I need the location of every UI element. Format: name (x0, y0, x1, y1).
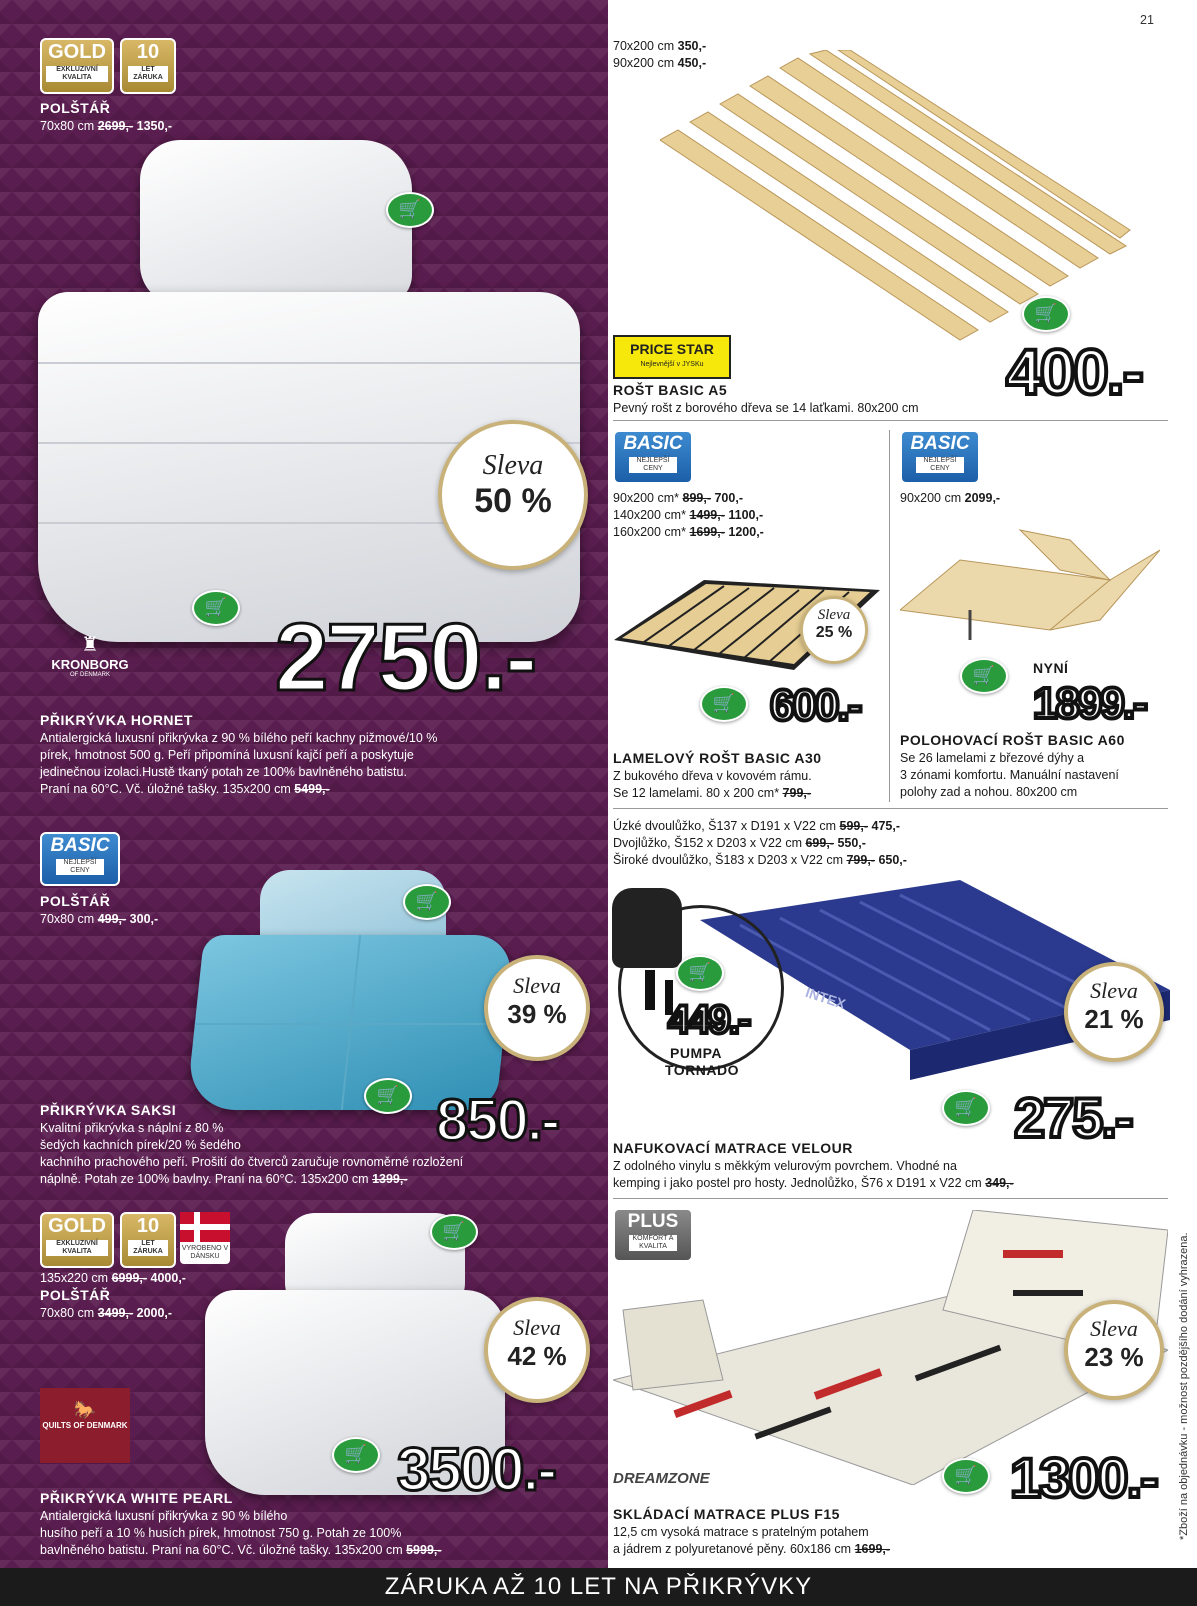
p2-desc-line4: náplně. Potah ze 100% bavlny. Praní na 60°C. 135x200 cm (40, 1172, 369, 1186)
p3-old-price: 5999,- (406, 1543, 442, 1557)
divider (613, 808, 1168, 809)
r4-l3-new: 650,- (878, 853, 907, 867)
r5-description (613, 1524, 890, 1558)
r5-desc-line2: a jádrem z polyuretanové pěny. 60x186 cm (613, 1542, 852, 1556)
r1-line2-price: 450,- (677, 56, 707, 70)
p3-size: 135x220 cm (40, 1271, 109, 1285)
r1-cart-icon[interactable]: 🛒 (1022, 296, 1070, 332)
r2-size-lines (613, 490, 764, 541)
p1-title: PŘIKRÝVKA HORNET (40, 712, 193, 728)
kronborg-brand-text: KRONBORG (51, 657, 129, 672)
gold-badge-title: GOLD (48, 41, 106, 63)
p1-desc-line4: Praní na 60°C. Vč. úložné tašky. 135x200 cm (40, 782, 291, 796)
r2-l1-size: 90x200 cm* (613, 491, 680, 505)
p3-desc-line3: bavlněného batistu. Praní na 60°C. Vč. úložné tašky. 135x200 cm (40, 1543, 403, 1557)
p3-pillow-title: POLŠTÁŘ (40, 1287, 111, 1303)
r2-basic-badge (613, 430, 693, 484)
r2-l2-new: 1100,- (728, 508, 764, 522)
p3-pillow-price-line (40, 1305, 172, 1322)
r1-slatted-base-image (660, 50, 1140, 350)
p2-discount-bubble (484, 955, 590, 1061)
r3-basic-badge (900, 430, 980, 484)
ten-year-badge (120, 38, 176, 94)
p2-basic-sub: NEJLEPŠÍ CENY (56, 859, 104, 875)
p1-sleva-value: 50 % (474, 482, 552, 520)
r3-price: 1899.- (1033, 679, 1146, 728)
p3-size-old: 6999,- (111, 1271, 148, 1285)
r4-l2-old: 699,- (805, 836, 834, 850)
p1-description (40, 730, 580, 798)
r5-plus-title: PLUS (627, 1211, 679, 1232)
r4-pump-label2: TORNADO (665, 1062, 740, 1078)
r4-l1-new: 475,- (871, 819, 900, 833)
r4-mattress-brand: INTEX (803, 984, 848, 1012)
p2-pillow-size: 70x80 cm (40, 912, 95, 926)
r4-price: 275.- (1014, 1086, 1132, 1149)
quilts-of-denmark-logo: 🐎 QUILTS OF DENMARK (40, 1388, 130, 1463)
p3-sleva-value: 42 % (507, 1341, 567, 1371)
p2-desc-line1: Kvalitní přikrývka s náplní z 80 % (40, 1121, 224, 1135)
p2-description (40, 1120, 580, 1188)
r4-l2-size: Dvojlůžko, Š152 x D203 x V22 cm (613, 836, 802, 850)
p2-title: PŘIKRÝVKA SAKSI (40, 1102, 177, 1118)
denmark-flag-icon (180, 1212, 230, 1242)
r2-l3-new: 1200,- (728, 525, 764, 539)
r3-description (900, 750, 1119, 801)
p3-description (40, 1508, 580, 1559)
r1-line1-size: 70x200 cm (613, 39, 675, 53)
r2-l2-size: 140x200 cm* (613, 508, 686, 522)
side-footnote: *Zboží na objednávku - možnost pozdějšího dodání vyhrazena. (1178, 1232, 1190, 1540)
r4-desc-line2: kemping i jako postel pro hosty. Jednolůžko, Š76 x D191 x V22 cm (613, 1176, 982, 1190)
p1-old-price: 5499,- (294, 782, 330, 796)
r5-price: 1300.- (1010, 1446, 1157, 1509)
p1-pillow-price-line (40, 118, 172, 135)
p3-gold-badge (40, 1212, 114, 1268)
p2-sleva-label: Sleva (513, 973, 561, 998)
r4-sleva-label: Sleva (1090, 978, 1138, 1003)
p1-pillow-old-price: 2699,- (97, 119, 134, 133)
r5-sleva-label: Sleva (1090, 1316, 1138, 1341)
r4-pump-cart-icon[interactable]: 🛒 (676, 955, 724, 991)
r4-l3-old: 799,- (846, 853, 875, 867)
r1-description: Pevný rošt z borového dřeva se 14 laťkami. 80x200 cm (613, 401, 919, 415)
p2-sleva-value: 39 % (507, 999, 567, 1029)
r3-size: 90x200 cm (900, 491, 962, 505)
footer-banner: ZÁRUKA AŽ 10 LET NA PŘIKRÝVKY (0, 1568, 1197, 1606)
p2-pillow-old-price: 499,- (97, 912, 127, 926)
r1-price: 400.- (1006, 336, 1142, 408)
p1-discount-bubble (438, 420, 588, 570)
ten-badge-sub: LET ZÁRUKA (128, 66, 168, 82)
r3-size-line (900, 490, 1000, 507)
r5-title: SKLÁDACÍ MATRACE PLUS F15 (613, 1506, 840, 1522)
r4-pump-label1: PUMPA (670, 1045, 723, 1061)
kronborg-logo: ♜ KRONBORG OF DENMARK (40, 632, 140, 678)
r4-l2-new: 550,- (837, 836, 866, 850)
r2-l3-size: 160x200 cm* (613, 525, 686, 539)
p3-pillow-old-price: 3499,- (97, 1306, 134, 1320)
r2-sleva-value: 25 % (815, 624, 853, 641)
r4-l3-size: Široké dvoulůžko, Š183 x D203 x V22 cm (613, 853, 843, 867)
p2-old-price: 1399,- (372, 1172, 408, 1186)
r5-old-price: 1699,- (854, 1542, 891, 1556)
p1-pillow-image (140, 140, 412, 305)
p3-title: PŘIKRÝVKA WHITE PEARL (40, 1490, 233, 1506)
r2-l1-old: 899,- (682, 491, 711, 505)
pricestar-title: PRICE STAR (630, 341, 714, 357)
r2-sleva-label: Sleva (817, 607, 851, 623)
r4-title: NAFUKOVACÍ MATRACE VELOUR (613, 1140, 853, 1156)
divider (613, 1198, 1168, 1199)
r4-desc-line1: Z odolného vinylu s měkkým velurovým povrchem. Vhodné na (613, 1159, 957, 1173)
p2-pillow-price-line (40, 911, 158, 928)
page-number: 21 (1140, 13, 1154, 27)
p3-duvet-cart-icon[interactable]: 🛒 (332, 1437, 380, 1473)
r3-desc-line3: polohy zad a nohou. 80x200 cm (900, 785, 1078, 799)
r2-l3-old: 1699,- (689, 525, 725, 539)
kronborg-brand-sub: OF DENMARK (69, 672, 110, 678)
p2-duvet-cart-icon[interactable]: 🛒 (364, 1078, 412, 1114)
p3-desc-line2: husího peří a 10 % husích pírek, hmotnost 750 g. Potah ze 100% (40, 1526, 402, 1540)
r2-price: 600.- (770, 681, 861, 730)
r3-adjustable-base-image (900, 510, 1160, 650)
p3-ten-title: 10 (136, 1215, 160, 1237)
r2-description (613, 768, 812, 802)
r4-pump-price: 449.- (668, 998, 750, 1042)
r4-cart-icon[interactable]: 🛒 (942, 1090, 990, 1126)
p2-price: 850.- (436, 1088, 559, 1153)
p3-desc-line1: Antialergická luxusní přikrývka z 90 % bílého (40, 1509, 288, 1523)
r1-title: ROŠT BASIC A5 (613, 382, 728, 398)
p3-size-new: 4000,- (150, 1271, 186, 1285)
p2-duvet-image (186, 935, 514, 1110)
denmark-badge-sub: VYROBENO V DÁNSKU (181, 1245, 229, 1260)
p2-pillow-cart-icon[interactable]: 🛒 (403, 884, 451, 920)
r4-description (613, 1158, 1014, 1192)
pricestar-badge (613, 335, 731, 379)
gold-badge (40, 38, 114, 94)
p3-pillow-new-price: 2000,- (136, 1306, 173, 1320)
r5-sleva-value: 23 % (1084, 1342, 1144, 1372)
r2-desc-line1: Z bukového dřeva v kovovém rámu. (613, 769, 812, 783)
p3-ten-badge (120, 1212, 176, 1268)
p1-pillow-new-price: 1350,- (136, 119, 173, 133)
p2-desc-line2: šedých kachních pírek/20 % šedého (40, 1138, 241, 1152)
p3-gold-title: GOLD (48, 1215, 106, 1237)
p3-gold-sub: EXKLUZIVNÍ KVALITA (46, 1240, 108, 1256)
r4-size-lines (613, 818, 907, 869)
r1-line1-price: 350,- (677, 39, 707, 53)
r3-nyni-label: NYNÍ (1033, 660, 1069, 676)
p2-basic-title: BASIC (50, 835, 110, 856)
r4-l1-size: Úzké dvoulůžko, Š137 x D191 x V22 cm (613, 819, 837, 833)
p1-sleva-label: Sleva (482, 450, 544, 481)
r3-size-price: 2099,- (964, 491, 1001, 505)
p3-price: 3500.- (397, 1436, 556, 1503)
r3-basic-title: BASIC (910, 433, 970, 454)
p3-sleva-label: Sleva (513, 1315, 561, 1340)
r2-title: LAMELOVÝ ROŠT BASIC A30 (613, 750, 822, 766)
p3-size-line (40, 1270, 186, 1287)
r2-l1-new: 700,- (714, 491, 743, 505)
p2-pillow-new-price: 300,- (129, 912, 159, 926)
denmark-badge (180, 1212, 230, 1264)
r4-l1-old: 599,- (839, 819, 869, 833)
p3-discount-bubble (484, 1297, 590, 1403)
pricestar-sub: Nejlevnější v JYSKu (640, 361, 704, 368)
r5-plus-sub: KOMFORT A KVALITA (629, 1235, 677, 1251)
r2-desc-line2: Se 12 lamelami. 80 x 200 cm* (613, 786, 780, 800)
r4-discount-bubble (1064, 962, 1164, 1062)
r2-basic-sub: NEJLEPŠÍ CENY (629, 457, 677, 473)
r4-old-price: 349,- (985, 1176, 1014, 1190)
ten-badge-title: 10 (136, 41, 160, 63)
p1-desc-line1: Antialergická luxusní přikrývka z 90 % bílého peří kachny pižmové/10 % (40, 731, 438, 745)
divider (613, 420, 1168, 421)
r2-discount-bubble (800, 596, 868, 664)
r3-desc-line1: Se 26 lamelami z březové dýhy a (900, 751, 1085, 765)
p1-pillow-cart-icon[interactable]: 🛒 (386, 192, 434, 228)
r1-line2-size: 90x200 cm (613, 56, 675, 70)
p1-duvet-cart-icon[interactable]: 🛒 (192, 590, 240, 626)
p3-ten-sub: LET ZÁRUKA (128, 1240, 168, 1256)
p1-price: 2750.- (275, 604, 536, 711)
r2-old-price: 799,- (782, 786, 812, 800)
p1-desc-line3: jedinečnou izolaci.Hustě tkaný potah ze 100% bavlněného batistu. (40, 765, 407, 779)
gold-badge-sub: EXKLUZIVNÍ KVALITA (46, 66, 108, 82)
quilts-brand-text: QUILTS OF DENMARK (42, 1421, 128, 1430)
r3-title: POLOHOVACÍ ROŠT BASIC A60 (900, 732, 1125, 748)
r2-l2-old: 1499,- (689, 508, 725, 522)
p3-pillow-size: 70x80 cm (40, 1306, 95, 1320)
p3-pillow-cart-icon[interactable]: 🛒 (430, 1214, 478, 1250)
p2-basic-badge (40, 832, 120, 886)
divider-vertical (889, 430, 890, 802)
r5-discount-bubble (1064, 1300, 1164, 1400)
r2-basic-title: BASIC (623, 433, 683, 454)
p1-pillow-title: POLŠTÁŘ (40, 100, 111, 116)
p2-desc-line3: kachního prachového peří. Prošití do čtverců zaručuje rovnoměrné rozložení (40, 1155, 464, 1169)
r5-cart-icon[interactable]: 🛒 (942, 1458, 990, 1494)
r3-basic-sub: NEJLEPŠÍ CENY (916, 457, 964, 473)
r3-desc-line2: 3 zónami komfortu. Manuální nastavení (900, 768, 1119, 782)
r5-desc-line1: 12,5 cm vysoká matrace s pratelným potahem (613, 1525, 869, 1539)
r3-cart-icon[interactable]: 🛒 (960, 658, 1008, 694)
p1-pillow-size: 70x80 cm (40, 119, 95, 133)
p1-desc-line2: pírek, hmotnost 500 g. Peří připomíná luxusní kajčí peří a poskytuje (40, 748, 414, 762)
r4-sleva-value: 21 % (1084, 1004, 1144, 1034)
dreamzone-logo: DREAMZONE (613, 1470, 710, 1487)
p2-pillow-title: POLŠTÁŘ (40, 893, 111, 909)
r2-cart-icon[interactable]: 🛒 (700, 686, 748, 722)
